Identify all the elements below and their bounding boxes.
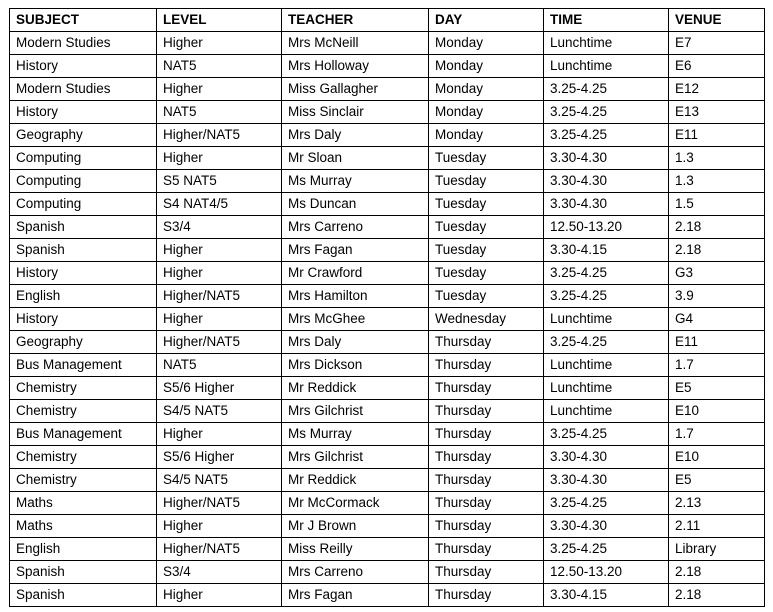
table-row: [10, 285, 765, 308]
cell-subject: Chemistry: [10, 377, 157, 400]
table-row: [10, 584, 765, 607]
cell-subject: History: [10, 262, 157, 285]
table-row: [10, 469, 765, 492]
cell-venue: 2.18: [669, 216, 765, 239]
cell-level: Higher: [157, 308, 282, 331]
cell-time: 3.25-4.25: [544, 262, 669, 285]
cell-day: Thursday: [429, 400, 544, 423]
cell-day: Thursday: [429, 446, 544, 469]
cell-day: Tuesday: [429, 285, 544, 308]
table-row: [10, 239, 765, 262]
cell-venue: 2.18: [669, 584, 765, 607]
cell-day: Wednesday: [429, 308, 544, 331]
cell-venue: G4: [669, 308, 765, 331]
table-row: [10, 78, 765, 101]
table-row: [10, 308, 765, 331]
table-row: [10, 354, 765, 377]
cell-day: Thursday: [429, 354, 544, 377]
cell-level: S5 NAT5: [157, 170, 282, 193]
cell-day: Thursday: [429, 561, 544, 584]
cell-venue: G3: [669, 262, 765, 285]
table-row: [10, 55, 765, 78]
cell-venue: 1.7: [669, 354, 765, 377]
cell-venue: E5: [669, 469, 765, 492]
cell-time: Lunchtime: [544, 400, 669, 423]
cell-time: 3.25-4.25: [544, 538, 669, 561]
cell-teacher: Mrs Daly: [282, 331, 429, 354]
cell-teacher: Mr J Brown: [282, 515, 429, 538]
cell-venue: 1.3: [669, 147, 765, 170]
cell-level: Higher/NAT5: [157, 492, 282, 515]
cell-day: Thursday: [429, 377, 544, 400]
cell-level: Higher: [157, 262, 282, 285]
table-row: [10, 400, 765, 423]
cell-teacher: Mr Reddick: [282, 377, 429, 400]
column-header-day: DAY: [429, 9, 544, 32]
cell-teacher: Mrs Carreno: [282, 561, 429, 584]
cell-teacher: Mrs Gilchrist: [282, 400, 429, 423]
cell-subject: Geography: [10, 331, 157, 354]
cell-time: 3.30-4.30: [544, 515, 669, 538]
cell-level: Higher: [157, 32, 282, 55]
cell-teacher: Mrs Hamilton: [282, 285, 429, 308]
cell-level: Higher: [157, 147, 282, 170]
cell-level: S3/4: [157, 216, 282, 239]
cell-level: NAT5: [157, 101, 282, 124]
cell-level: Higher: [157, 515, 282, 538]
cell-teacher: Mr Crawford: [282, 262, 429, 285]
cell-subject: Spanish: [10, 584, 157, 607]
cell-level: S5/6 Higher: [157, 446, 282, 469]
table-row: [10, 262, 765, 285]
table-row: [10, 147, 765, 170]
cell-level: Higher/NAT5: [157, 285, 282, 308]
cell-time: Lunchtime: [544, 354, 669, 377]
cell-day: Thursday: [429, 423, 544, 446]
cell-teacher: Ms Murray: [282, 423, 429, 446]
header-row: [10, 9, 765, 32]
cell-venue: 1.3: [669, 170, 765, 193]
cell-teacher: Miss Sinclair: [282, 101, 429, 124]
cell-venue: E11: [669, 124, 765, 147]
cell-subject: Computing: [10, 147, 157, 170]
cell-teacher: Mrs McNeill: [282, 32, 429, 55]
cell-day: Thursday: [429, 584, 544, 607]
cell-day: Thursday: [429, 515, 544, 538]
cell-subject: History: [10, 101, 157, 124]
cell-time: 3.30-4.30: [544, 147, 669, 170]
cell-venue: E10: [669, 446, 765, 469]
cell-time: 3.25-4.25: [544, 78, 669, 101]
cell-venue: 2.13: [669, 492, 765, 515]
cell-teacher: Mrs Carreno: [282, 216, 429, 239]
cell-subject: Spanish: [10, 216, 157, 239]
cell-time: 3.25-4.25: [544, 124, 669, 147]
cell-subject: Chemistry: [10, 400, 157, 423]
cell-subject: Computing: [10, 170, 157, 193]
cell-time: 3.30-4.30: [544, 170, 669, 193]
cell-venue: 1.5: [669, 193, 765, 216]
cell-subject: English: [10, 538, 157, 561]
cell-level: Higher/NAT5: [157, 538, 282, 561]
cell-subject: Geography: [10, 124, 157, 147]
cell-time: 3.30-4.30: [544, 446, 669, 469]
cell-day: Monday: [429, 101, 544, 124]
cell-venue: 2.18: [669, 239, 765, 262]
cell-teacher: Mrs Holloway: [282, 55, 429, 78]
cell-subject: Modern Studies: [10, 78, 157, 101]
cell-subject: Modern Studies: [10, 32, 157, 55]
cell-time: 3.30-4.30: [544, 193, 669, 216]
cell-teacher: Mr McCormack: [282, 492, 429, 515]
cell-subject: Computing: [10, 193, 157, 216]
cell-level: S4 NAT4/5: [157, 193, 282, 216]
cell-teacher: Mrs Fagan: [282, 239, 429, 262]
cell-time: 3.30-4.15: [544, 239, 669, 262]
cell-venue: E10: [669, 400, 765, 423]
cell-time: 3.25-4.25: [544, 101, 669, 124]
cell-time: 3.30-4.15: [544, 584, 669, 607]
table-row: [10, 101, 765, 124]
cell-subject: Bus Management: [10, 423, 157, 446]
column-header-teacher: TEACHER: [282, 9, 429, 32]
cell-venue: E5: [669, 377, 765, 400]
cell-day: Monday: [429, 78, 544, 101]
cell-time: 12.50-13.20: [544, 561, 669, 584]
cell-teacher: Ms Murray: [282, 170, 429, 193]
cell-venue: Library: [669, 538, 765, 561]
cell-day: Thursday: [429, 538, 544, 561]
cell-day: Thursday: [429, 469, 544, 492]
cell-day: Thursday: [429, 492, 544, 515]
cell-level: Higher: [157, 239, 282, 262]
column-header-time: TIME: [544, 9, 669, 32]
column-header-subject: SUBJECT: [10, 9, 157, 32]
cell-time: 3.25-4.25: [544, 331, 669, 354]
table-row: [10, 170, 765, 193]
table-row: [10, 193, 765, 216]
cell-venue: E12: [669, 78, 765, 101]
cell-subject: Maths: [10, 492, 157, 515]
cell-subject: Spanish: [10, 239, 157, 262]
cell-subject: Chemistry: [10, 446, 157, 469]
cell-level: Higher/NAT5: [157, 331, 282, 354]
cell-venue: E11: [669, 331, 765, 354]
cell-day: Monday: [429, 124, 544, 147]
table-body: [10, 32, 765, 607]
cell-teacher: Mr Reddick: [282, 469, 429, 492]
cell-level: S5/6 Higher: [157, 377, 282, 400]
cell-day: Monday: [429, 32, 544, 55]
cell-subject: English: [10, 285, 157, 308]
cell-time: Lunchtime: [544, 55, 669, 78]
cell-level: S3/4: [157, 561, 282, 584]
cell-day: Tuesday: [429, 147, 544, 170]
cell-time: 12.50-13.20: [544, 216, 669, 239]
cell-teacher: Miss Reilly: [282, 538, 429, 561]
cell-time: Lunchtime: [544, 32, 669, 55]
cell-teacher: Ms Duncan: [282, 193, 429, 216]
cell-level: Higher/NAT5: [157, 124, 282, 147]
cell-venue: E13: [669, 101, 765, 124]
cell-day: Monday: [429, 55, 544, 78]
cell-subject: Maths: [10, 515, 157, 538]
cell-subject: Chemistry: [10, 469, 157, 492]
cell-day: Thursday: [429, 331, 544, 354]
cell-venue: 2.11: [669, 515, 765, 538]
cell-teacher: Mrs Gilchrist: [282, 446, 429, 469]
table-row: [10, 331, 765, 354]
timetable: [9, 8, 765, 607]
cell-time: 3.25-4.25: [544, 423, 669, 446]
cell-venue: E7: [669, 32, 765, 55]
table-row: [10, 124, 765, 147]
cell-venue: 2.18: [669, 561, 765, 584]
cell-time: 3.30-4.30: [544, 469, 669, 492]
cell-venue: 1.7: [669, 423, 765, 446]
cell-teacher: Mrs McGhee: [282, 308, 429, 331]
cell-level: S4/5 NAT5: [157, 469, 282, 492]
cell-teacher: Miss Gallagher: [282, 78, 429, 101]
table-row: [10, 216, 765, 239]
cell-venue: 3.9: [669, 285, 765, 308]
cell-level: Higher: [157, 584, 282, 607]
cell-time: 3.25-4.25: [544, 492, 669, 515]
cell-time: Lunchtime: [544, 377, 669, 400]
cell-subject: Bus Management: [10, 354, 157, 377]
cell-subject: History: [10, 308, 157, 331]
cell-level: S4/5 NAT5: [157, 400, 282, 423]
column-header-venue: VENUE: [669, 9, 765, 32]
cell-time: Lunchtime: [544, 308, 669, 331]
cell-level: NAT5: [157, 55, 282, 78]
table-row: [10, 492, 765, 515]
cell-day: Tuesday: [429, 170, 544, 193]
cell-time: 3.25-4.25: [544, 285, 669, 308]
table-row: [10, 561, 765, 584]
cell-day: Tuesday: [429, 216, 544, 239]
cell-day: Tuesday: [429, 193, 544, 216]
cell-level: Higher: [157, 423, 282, 446]
cell-teacher: Mr Sloan: [282, 147, 429, 170]
table-row: [10, 423, 765, 446]
cell-subject: Spanish: [10, 561, 157, 584]
table-row: [10, 446, 765, 469]
cell-teacher: Mrs Fagan: [282, 584, 429, 607]
table-row: [10, 377, 765, 400]
cell-level: Higher: [157, 78, 282, 101]
cell-day: Tuesday: [429, 262, 544, 285]
cell-level: NAT5: [157, 354, 282, 377]
table-row: [10, 515, 765, 538]
cell-teacher: Mrs Dickson: [282, 354, 429, 377]
cell-teacher: Mrs Daly: [282, 124, 429, 147]
cell-day: Tuesday: [429, 239, 544, 262]
cell-subject: History: [10, 55, 157, 78]
table-row: [10, 32, 765, 55]
cell-venue: E6: [669, 55, 765, 78]
column-header-level: LEVEL: [157, 9, 282, 32]
table-row: [10, 538, 765, 561]
